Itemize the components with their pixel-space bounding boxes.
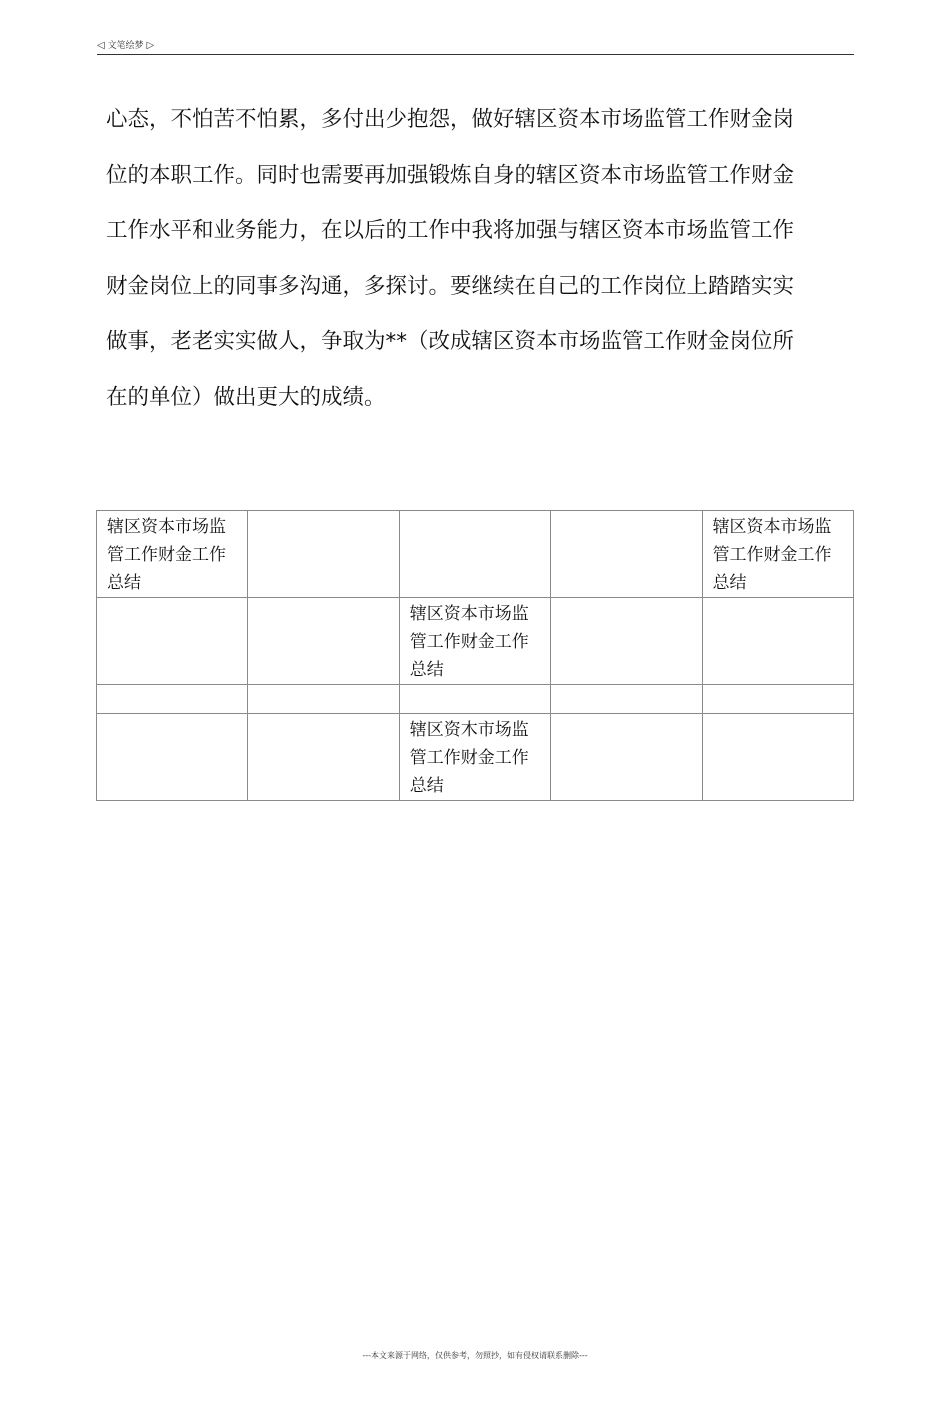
body-line: 财金岗位上的同事多沟通，多探讨。要继续在自己的工作岗位上踏踏实实 — [106, 273, 795, 299]
table-row — [97, 685, 854, 714]
table-cell — [399, 511, 550, 598]
table-cell: 辖区资木市场监管工作财金工作总结 — [399, 714, 550, 801]
table-row — [97, 598, 854, 685]
body-paragraph — [106, 92, 848, 425]
table-cell — [97, 714, 248, 801]
table-row — [97, 511, 854, 598]
table-cell: 辖区资本市场监管工作财金工作总结 — [702, 511, 853, 598]
table-cell: 辖区资本市场监管工作财金工作总结 — [97, 511, 248, 598]
table-cell — [97, 685, 248, 714]
summary-table — [96, 510, 854, 801]
table-cell — [248, 511, 399, 598]
table-row — [97, 714, 854, 801]
table-cell — [248, 714, 399, 801]
table-cell — [551, 511, 702, 598]
body-line: 做事，老老实实做人，争取为**（改成辖区资本市场监管工作财金岗位所 — [106, 329, 795, 354]
left-triangle-icon: ◁ — [97, 40, 105, 51]
page-header — [97, 38, 854, 55]
table-cell — [702, 714, 853, 801]
table-cell — [399, 685, 550, 714]
body-line: 工作水平和业务能力，在以后的工作中我将加强与辖区资本市场监管工作 — [106, 218, 795, 243]
table-cell: 辖区资本市场监管工作财金工作总结 — [399, 598, 550, 685]
table-cell — [248, 685, 399, 714]
table-cell — [551, 685, 702, 714]
header-title: 文笔绘梦 — [107, 41, 144, 51]
table-cell — [551, 598, 702, 685]
page-footer: ---本文来源于网络，仅供参考，勿照抄，如有侵权请联系删除--- — [362, 1351, 588, 1360]
right-triangle-icon: ▷ — [146, 40, 155, 51]
table-cell — [97, 598, 248, 685]
body-line: 心态，不怕苦不怕累，多付出少抱怨，做好辖区资本市场监管工作财金岗 — [106, 107, 795, 132]
body-line: 在的单位）做出更大的成绩。 — [106, 384, 386, 410]
body-line: 位的本职工作。同时也需要再加强锻炼自身的辖区资本市场监管工作财金 — [106, 162, 795, 188]
table-cell — [248, 598, 399, 685]
table-cell — [551, 714, 702, 801]
table-cell — [702, 685, 853, 714]
table-cell — [702, 598, 853, 685]
